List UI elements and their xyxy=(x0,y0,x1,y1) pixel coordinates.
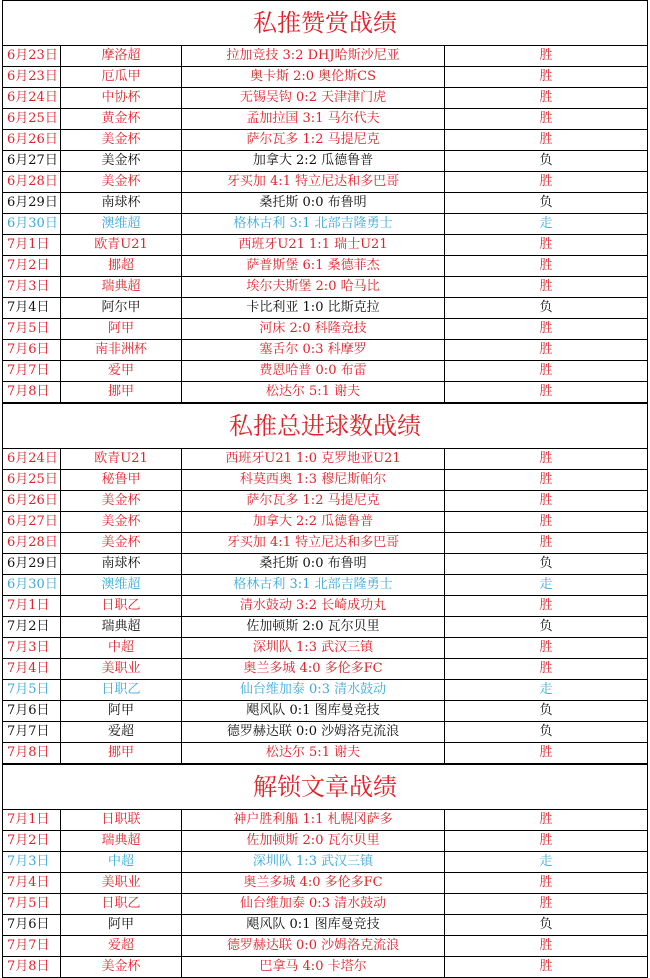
league-name: 阿甲 xyxy=(61,915,182,935)
league-name: 美金杯 xyxy=(61,957,182,977)
record-row xyxy=(3,382,647,403)
record-row xyxy=(3,491,647,512)
result-badge: 负 xyxy=(539,619,553,634)
match-score: 松达尔 5:1 谢夫 xyxy=(182,382,445,402)
league-name: 瑞典超 xyxy=(61,831,182,851)
record-row xyxy=(3,554,647,575)
match-score: 桑托斯 0:0 布鲁明 xyxy=(182,193,445,213)
result-badge: 胜 xyxy=(539,959,553,974)
match-date: 6月25日 xyxy=(3,109,61,129)
result-badge: 走 xyxy=(539,682,553,697)
match-score: 加拿大 2:2 瓜德鲁普 xyxy=(182,151,445,171)
match-date: 7月7日 xyxy=(3,361,61,381)
match-date: 7月1日 xyxy=(3,810,61,830)
match-score: 费恩哈普 0:0 布雷 xyxy=(182,361,445,381)
record-row xyxy=(3,873,647,894)
record-section xyxy=(2,0,648,403)
match-date: 7月8日 xyxy=(3,382,61,402)
record-row xyxy=(3,659,647,680)
league-name: 日职联 xyxy=(61,810,182,830)
league-name: 欧青U21 xyxy=(61,235,182,255)
result-badge: 胜 xyxy=(539,812,553,827)
match-score: 河床 2:0 科隆竞技 xyxy=(182,319,445,339)
match-score: 牙买加 4:1 特立尼达和多巴哥 xyxy=(182,172,445,192)
match-date: 7月3日 xyxy=(3,277,61,297)
match-score: 桑托斯 0:0 布鲁明 xyxy=(182,554,445,574)
record-row xyxy=(3,596,647,617)
league-name: 中超 xyxy=(61,852,182,872)
match-score: 科莫西奥 1:3 穆尼斯帕尔 xyxy=(182,470,445,490)
record-row xyxy=(3,617,647,638)
record-row xyxy=(3,852,647,873)
result-badge: 走 xyxy=(539,854,553,869)
record-row xyxy=(3,361,647,382)
record-row xyxy=(3,46,647,67)
match-date: 7月8日 xyxy=(3,743,61,763)
match-date: 7月1日 xyxy=(3,235,61,255)
match-score: 萨普斯堡 6:1 桑德菲杰 xyxy=(182,256,445,276)
record-row xyxy=(3,449,647,470)
result-badge: 胜 xyxy=(539,472,553,487)
match-date: 6月23日 xyxy=(3,46,61,66)
match-date: 7月5日 xyxy=(3,680,61,700)
record-row xyxy=(3,957,647,978)
record-section xyxy=(2,764,648,978)
match-score: 深圳队 1:3 武汉三镇 xyxy=(182,852,445,872)
league-name: 澳维超 xyxy=(61,575,182,595)
match-score: 西班牙U21 1:0 克罗地亚U21 xyxy=(182,449,445,469)
match-date: 7月2日 xyxy=(3,617,61,637)
result-badge: 胜 xyxy=(539,493,553,508)
match-score: 无锡吴钩 0:2 天津津门虎 xyxy=(182,88,445,108)
match-date: 7月1日 xyxy=(3,596,61,616)
record-row xyxy=(3,533,647,554)
match-score: 奥卡斯 2:0 奥伦斯CS xyxy=(182,67,445,87)
league-name: 美金杯 xyxy=(61,172,182,192)
league-name: 日职乙 xyxy=(61,894,182,914)
result-badge: 胜 xyxy=(539,598,553,613)
record-row xyxy=(3,214,647,235)
result-badge: 胜 xyxy=(539,384,553,399)
result-badge: 负 xyxy=(539,153,553,168)
result-badge: 胜 xyxy=(539,535,553,550)
match-score: 加拿大 2:2 瓜德鲁普 xyxy=(182,512,445,532)
record-row xyxy=(3,638,647,659)
league-name: 美金杯 xyxy=(61,130,182,150)
match-date: 6月26日 xyxy=(3,491,61,511)
section-title: 私推总进球数战绩 xyxy=(3,403,647,449)
record-row xyxy=(3,319,647,340)
match-score: 奥兰多城 4:0 多伦多FC xyxy=(182,659,445,679)
result-badge: 胜 xyxy=(539,258,553,273)
result-badge: 走 xyxy=(539,577,553,592)
result-badge: 负 xyxy=(539,556,553,571)
record-row xyxy=(3,722,647,743)
match-score: 塞舌尔 0:3 科摩罗 xyxy=(182,340,445,360)
result-badge: 胜 xyxy=(539,237,553,252)
league-name: 日职乙 xyxy=(61,596,182,616)
league-name: 欧青U21 xyxy=(61,449,182,469)
match-score: 神户胜利船 1:1 札幌冈萨多 xyxy=(182,810,445,830)
league-name: 美职业 xyxy=(61,873,182,893)
match-score: 深圳队 1:3 武汉三镇 xyxy=(182,638,445,658)
result-badge: 胜 xyxy=(539,342,553,357)
result-badge: 负 xyxy=(539,703,553,718)
result-badge: 胜 xyxy=(539,363,553,378)
match-date: 7月4日 xyxy=(3,298,61,318)
match-score: 德罗赫达联 0:0 沙姆洛克流浪 xyxy=(182,722,445,742)
record-row xyxy=(3,151,647,172)
result-badge: 胜 xyxy=(539,833,553,848)
league-name: 美金杯 xyxy=(61,512,182,532)
record-row xyxy=(3,298,647,319)
league-name: 爱甲 xyxy=(61,361,182,381)
match-score: 卡比利亚 1:0 比斯克拉 xyxy=(182,298,445,318)
match-date: 6月28日 xyxy=(3,172,61,192)
match-date: 6月23日 xyxy=(3,67,61,87)
result-badge: 胜 xyxy=(539,745,553,760)
match-date: 7月3日 xyxy=(3,638,61,658)
record-row xyxy=(3,235,647,256)
result-badge: 胜 xyxy=(539,174,553,189)
league-name: 黄金杯 xyxy=(61,109,182,129)
section-title: 解锁文章战绩 xyxy=(3,764,647,810)
match-date: 6月27日 xyxy=(3,512,61,532)
league-name: 瑞典超 xyxy=(61,277,182,297)
match-score: 巴拿马 4:0 卡塔尔 xyxy=(182,957,445,977)
result-badge: 胜 xyxy=(539,661,553,676)
record-row xyxy=(3,88,647,109)
record-row xyxy=(3,130,647,151)
league-name: 南球杯 xyxy=(61,193,182,213)
match-score: 清水鼓动 3:2 长崎成功丸 xyxy=(182,596,445,616)
match-score: 格林古利 3:1 北部吉隆勇士 xyxy=(182,575,445,595)
section-title: 私推赞赏战绩 xyxy=(3,0,647,46)
match-date: 7月7日 xyxy=(3,936,61,956)
league-name: 美金杯 xyxy=(61,151,182,171)
record-row xyxy=(3,831,647,852)
match-score: 牙买加 4:1 特立尼达和多巴哥 xyxy=(182,533,445,553)
result-badge: 胜 xyxy=(539,451,553,466)
result-badge: 负 xyxy=(539,300,553,315)
match-date: 6月24日 xyxy=(3,88,61,108)
match-score: 飓风队 0:1 图库曼竞技 xyxy=(182,701,445,721)
result-badge: 胜 xyxy=(539,875,553,890)
match-score: 萨尔瓦多 1:2 马提尼克 xyxy=(182,491,445,511)
record-row xyxy=(3,701,647,722)
record-row xyxy=(3,109,647,130)
league-name: 美职业 xyxy=(61,659,182,679)
record-row xyxy=(3,575,647,596)
result-badge: 胜 xyxy=(539,132,553,147)
league-name: 爱超 xyxy=(61,722,182,742)
record-row xyxy=(3,512,647,533)
league-name: 中协杯 xyxy=(61,88,182,108)
record-row xyxy=(3,915,647,936)
result-badge: 负 xyxy=(539,195,553,210)
league-name: 南球杯 xyxy=(61,554,182,574)
match-date: 6月27日 xyxy=(3,151,61,171)
result-badge: 胜 xyxy=(539,321,553,336)
league-name: 南非洲杯 xyxy=(61,340,182,360)
league-name: 瑞典超 xyxy=(61,617,182,637)
record-row xyxy=(3,936,647,957)
record-section xyxy=(2,403,648,764)
result-badge: 胜 xyxy=(539,640,553,655)
match-date: 7月4日 xyxy=(3,659,61,679)
result-badge: 负 xyxy=(539,724,553,739)
league-name: 摩洛超 xyxy=(61,46,182,66)
league-name: 美金杯 xyxy=(61,533,182,553)
league-name: 中超 xyxy=(61,638,182,658)
record-row xyxy=(3,680,647,701)
record-row xyxy=(3,67,647,88)
match-date: 6月30日 xyxy=(3,214,61,234)
match-date: 6月30日 xyxy=(3,575,61,595)
result-badge: 胜 xyxy=(539,896,553,911)
league-name: 日职乙 xyxy=(61,680,182,700)
result-badge: 胜 xyxy=(539,48,553,63)
match-date: 6月28日 xyxy=(3,533,61,553)
record-row xyxy=(3,340,647,361)
record-row xyxy=(3,810,647,831)
match-score: 拉加竞技 3:2 DHJ哈斯沙尼亚 xyxy=(182,46,445,66)
match-date: 6月29日 xyxy=(3,554,61,574)
league-name: 厄瓜甲 xyxy=(61,67,182,87)
result-badge: 胜 xyxy=(539,111,553,126)
match-score: 格林古利 3:1 北部吉隆勇士 xyxy=(182,214,445,234)
match-score: 佐加顿斯 2:0 瓦尔贝里 xyxy=(182,831,445,851)
match-score: 萨尔瓦多 1:2 马提尼克 xyxy=(182,130,445,150)
result-badge: 走 xyxy=(539,216,553,231)
league-name: 挪甲 xyxy=(61,743,182,763)
match-score: 松达尔 5:1 谢夫 xyxy=(182,743,445,763)
match-date: 7月2日 xyxy=(3,831,61,851)
match-date: 7月5日 xyxy=(3,319,61,339)
league-name: 爱超 xyxy=(61,936,182,956)
league-name: 挪甲 xyxy=(61,382,182,402)
record-row xyxy=(3,172,647,193)
league-name: 挪超 xyxy=(61,256,182,276)
record-row xyxy=(3,277,647,298)
match-date: 7月6日 xyxy=(3,701,61,721)
league-name: 阿甲 xyxy=(61,701,182,721)
match-date: 6月26日 xyxy=(3,130,61,150)
match-date: 7月4日 xyxy=(3,873,61,893)
match-score: 佐加顿斯 2:0 瓦尔贝里 xyxy=(182,617,445,637)
result-badge: 负 xyxy=(539,917,553,932)
result-badge: 胜 xyxy=(539,90,553,105)
match-date: 6月25日 xyxy=(3,470,61,490)
result-badge: 胜 xyxy=(539,938,553,953)
match-score: 仙台维加泰 0:3 清水鼓动 xyxy=(182,894,445,914)
record-row xyxy=(3,470,647,491)
result-badge: 胜 xyxy=(539,514,553,529)
match-date: 6月24日 xyxy=(3,449,61,469)
match-date: 7月7日 xyxy=(3,722,61,742)
league-name: 阿尔甲 xyxy=(61,298,182,318)
league-name: 秘鲁甲 xyxy=(61,470,182,490)
record-row xyxy=(3,193,647,214)
match-date: 7月6日 xyxy=(3,915,61,935)
match-score: 德罗赫达联 0:0 沙姆洛克流浪 xyxy=(182,936,445,956)
match-score: 仙台维加泰 0:3 清水鼓动 xyxy=(182,680,445,700)
match-date: 7月5日 xyxy=(3,894,61,914)
league-name: 阿甲 xyxy=(61,319,182,339)
match-date: 7月2日 xyxy=(3,256,61,276)
record-row xyxy=(3,894,647,915)
match-score: 奥兰多城 4:0 多伦多FC xyxy=(182,873,445,893)
record-row xyxy=(3,743,647,764)
match-score: 孟加拉国 3:1 马尔代夫 xyxy=(182,109,445,129)
result-badge: 胜 xyxy=(539,69,553,84)
result-badge: 胜 xyxy=(539,279,553,294)
match-score: 西班牙U21 1:1 瑞士U21 xyxy=(182,235,445,255)
match-date: 7月6日 xyxy=(3,340,61,360)
match-date: 6月29日 xyxy=(3,193,61,213)
league-name: 澳维超 xyxy=(61,214,182,234)
match-score: 埃尔夫斯堡 2:0 哈马比 xyxy=(182,277,445,297)
record-row xyxy=(3,256,647,277)
match-date: 7月8日 xyxy=(3,957,61,977)
league-name: 美金杯 xyxy=(61,491,182,511)
match-date: 7月3日 xyxy=(3,852,61,872)
match-score: 飓风队 0:1 图库曼竞技 xyxy=(182,915,445,935)
